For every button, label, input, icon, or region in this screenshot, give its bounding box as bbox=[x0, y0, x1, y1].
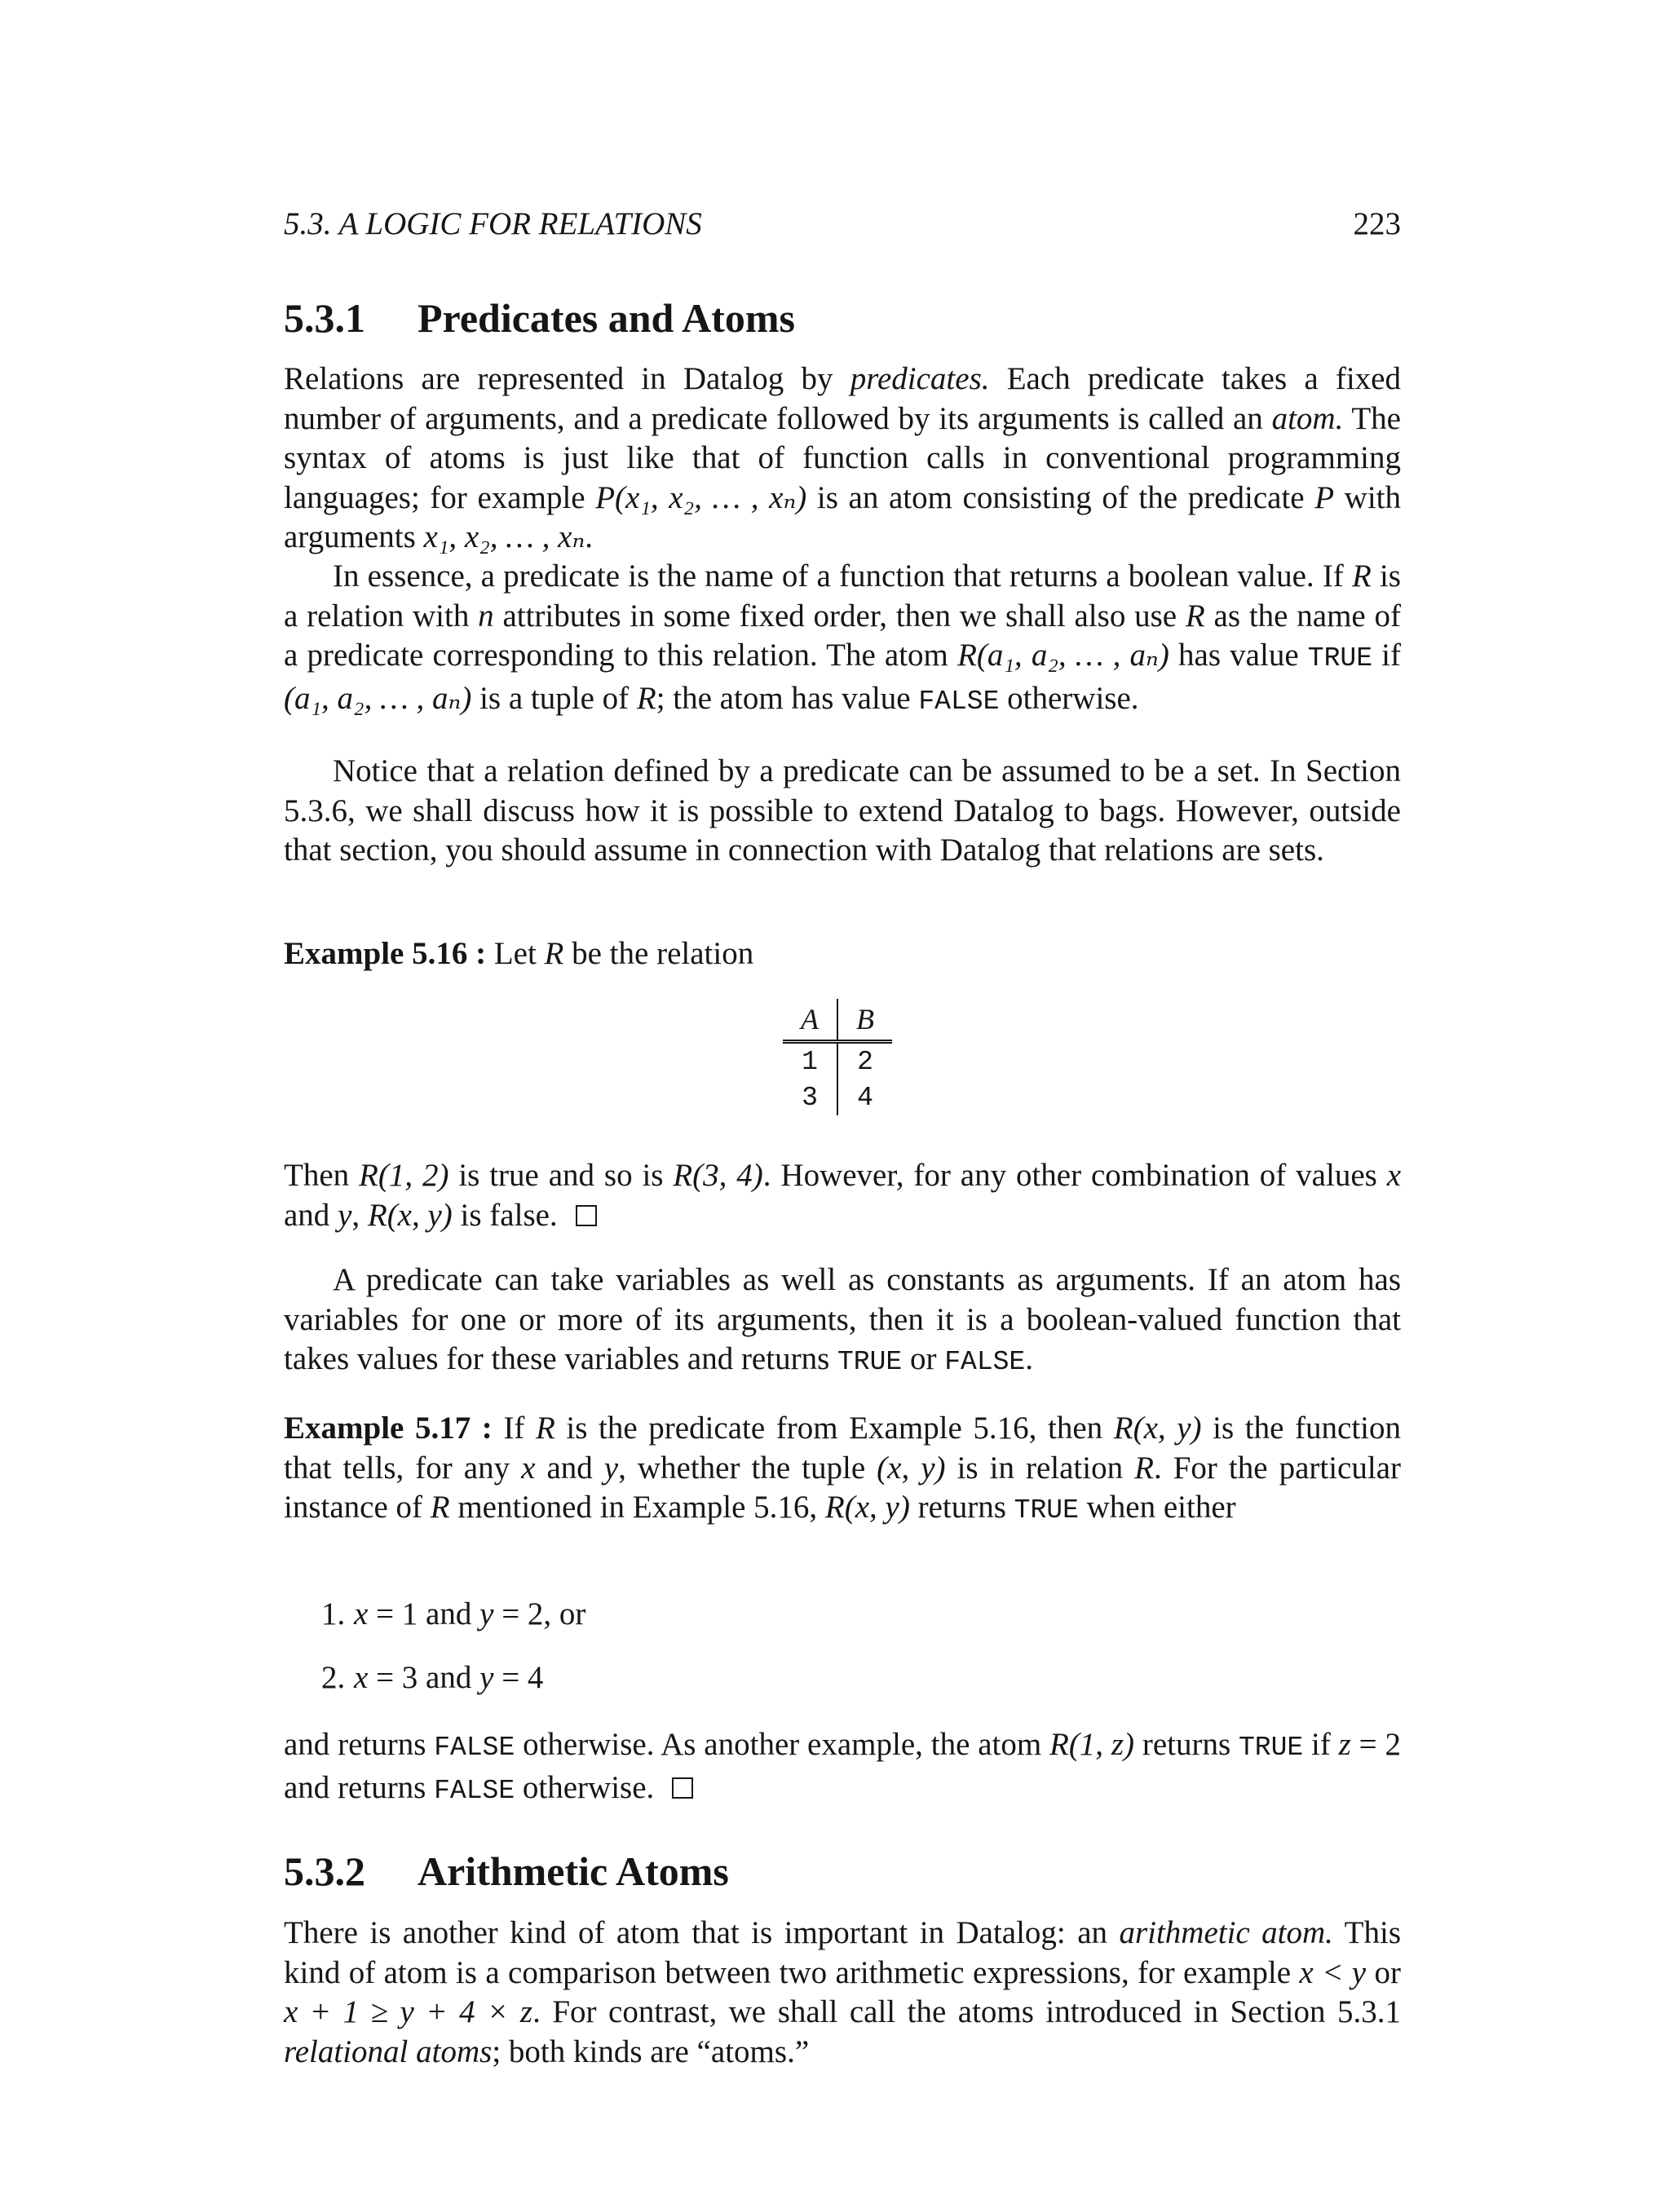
paragraph-predicates-intro: Relations are represented in Datalog by predicates. Each predicate takes a fixed number of arguments, and a predicate followed by its arguments is called an atom. The syntax of atoms is just like that of function calls in conventional programming languages; for example P(x₁, x₂, … , xₙ) is an atom consisting of the predicate P with arguments x₁, x₂, … , xₙ. bbox=[284, 361, 1401, 554]
relation-table bbox=[783, 999, 892, 1115]
example-label: Example 5.17 : bbox=[284, 1411, 493, 1446]
section-number: 5.3.2 bbox=[284, 1848, 365, 1894]
table-row: 1 2 bbox=[783, 1042, 892, 1080]
paragraph-arithmetic-atoms: There is another kind of atom that is important in Datalog: an arithmetic atom. This kind of atom is a comparison between two arithmetic expressions, for example x < y or x + 1 ≥ y + 4 × z. For contrast, we shall call the atoms introduced in Section 5.3.1 relational atoms; both kinds are “atoms.” bbox=[284, 1915, 1401, 2069]
section-heading-5-3-1 bbox=[284, 294, 795, 342]
running-title: 5.3. A LOGIC FOR RELATIONS bbox=[284, 206, 702, 241]
list-item: 1. x = 1 and y = 2, or bbox=[321, 1596, 586, 1631]
section-number: 5.3.1 bbox=[284, 295, 365, 341]
column-header-a: A bbox=[801, 1003, 819, 1035]
section-title: Arithmetic Atoms bbox=[418, 1848, 729, 1894]
example-5-16-conclusion: Then R(1, 2) is true and so is R(3, 4). However, for any other combination of values x and y, R(x, y) is false. bbox=[284, 1158, 1401, 1233]
list-item: 2. x = 3 and y = 4 bbox=[321, 1660, 544, 1695]
example-5-17-conclusion: and returns FALSE otherwise. As another example, the atom R(1, z) returns TRUE if z = 2 and returns FALSE otherwise. bbox=[284, 1727, 1401, 1806]
example-5-16-intro: Example 5.16 : Let R be the relation bbox=[284, 936, 754, 971]
paragraph-variables: A predicate can take variables as well as constants as arguments. If an atom has variables for one or more of its arguments, then it is a boolean-valued function that takes values for these variables and returns TRUE or FALSE. bbox=[284, 1262, 1401, 1377]
end-of-example-icon bbox=[672, 1777, 693, 1799]
paragraph-boolean-function: In essence, a predicate is the name of a function that returns a boolean value. If R is a relation with n attributes in some fixed order, then we shall also use R as the name of a predicate corresponding to this relation. The atom R(a₁, a₂, … , aₙ) has value TRUE if (a₁, a₂, … , aₙ) is a tuple of R; the atom has value FALSE otherwise. bbox=[284, 559, 1401, 717]
end-of-example-icon bbox=[576, 1205, 597, 1226]
running-header bbox=[284, 205, 1401, 251]
page-number: 223 bbox=[1353, 206, 1401, 241]
section-heading-5-3-2 bbox=[284, 1847, 729, 1896]
table-row: 3 4 bbox=[783, 1080, 892, 1115]
section-title: Predicates and Atoms bbox=[418, 295, 795, 341]
example-5-17-intro: Example 5.17 : If R is the predicate from Example 5.16, then R(x, y) is the function that tells, for any x and y, whether the tuple (x, y) is in relation R. For the particular instance of R mentioned in Example 5.16, R(x, y) returns TRUE when either bbox=[284, 1411, 1401, 1525]
example-label: Example 5.16 : bbox=[284, 936, 487, 971]
paragraph-sets: Notice that a relation defined by a predicate can be assumed to be a set. In Section 5.3.6, we shall discuss how it is possible to extend Datalog to bags. However, outside that section, you should assume in connection with Datalog that relations are sets. bbox=[284, 753, 1401, 868]
column-header-b: B bbox=[837, 999, 892, 1042]
